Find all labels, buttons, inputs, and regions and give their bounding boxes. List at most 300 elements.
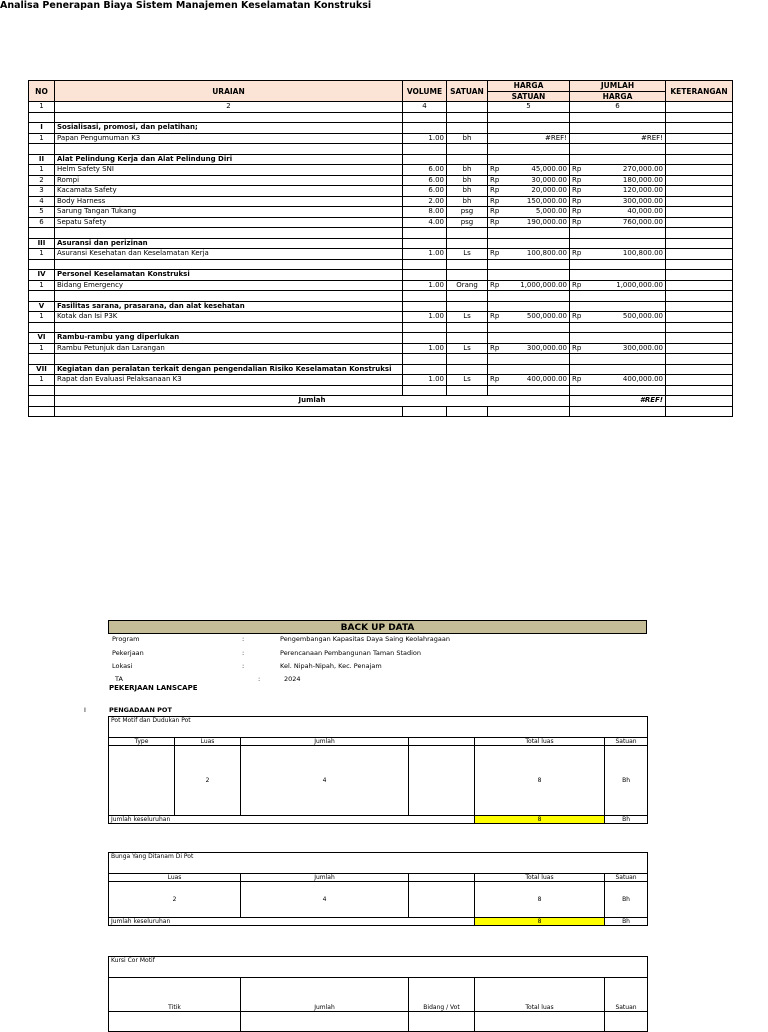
data-cell [409,882,475,918]
item-harga-value: 30,000.00 [531,175,567,184]
item-unit: bh [447,133,488,144]
backup-title: BACK UP DATA [108,620,647,634]
item-volume: 6.00 [403,175,447,186]
item-jumlah [570,217,666,228]
item-keterangan [666,175,733,186]
item-jumlah [570,196,666,207]
item-name: Sepatu Safety [55,217,403,228]
blank-cell [666,228,733,239]
item-jumlah [570,186,666,197]
total-label: Jumlah [55,396,570,407]
item-row [29,343,733,354]
header-volume: VOLUME [403,81,447,102]
header-satuan: SATUAN [447,81,488,102]
item-no: 2 [29,175,55,186]
item-volume: 1.00 [403,249,447,260]
blank-cell [570,322,666,333]
item-volume: 1.00 [403,312,447,323]
item-jumlah-value: 1,000,000.00 [616,280,663,289]
header-cell [409,874,475,882]
info-separator: : [258,675,261,683]
item-name: Sarung Tangan Tukang [55,207,403,218]
flower-table-footer [109,918,648,926]
item-harga [488,196,570,207]
info-label: Lokasi [112,662,133,670]
item-harga [488,375,570,386]
item-jumlah-value: 760,000.00 [622,217,663,226]
blank-cell [488,406,570,417]
currency-label: Rp [490,207,500,216]
work-title: PEKERJAAN LANSCAPE [109,684,198,692]
item-row [29,207,733,218]
item-harga-value: 5,000.00 [535,207,567,216]
item-name: Kotak dan Isi P3K [55,312,403,323]
item-no: 6 [29,217,55,228]
info-separator: : [242,649,245,657]
item-jumlah [570,249,666,260]
data-cell [109,746,175,816]
currency-label: Rp [572,280,582,289]
blank-cell [403,144,447,155]
blank-cell [666,144,733,155]
blank-row [29,112,733,123]
total-value: #REF! [570,396,666,407]
blank-cell [488,270,570,281]
item-unit: Orang [447,280,488,291]
item-harga-value: 45,000.00 [531,165,567,174]
blank-cell [666,154,733,165]
blank-cell [403,154,447,165]
item-name: Rapat dan Evaluasi Pelaksanaan K3 [55,375,403,386]
blank-cell [666,406,733,417]
item-jumlah [570,375,666,386]
blank-row [29,144,733,155]
item-keterangan [666,375,733,386]
item-no: 1 [29,249,55,260]
blank-row [29,385,733,396]
currency-label: Rp [490,186,500,195]
item-no: 4 [29,196,55,207]
flower-footer-value: 8 [475,918,605,926]
blank-cell [488,301,570,312]
data-cell: 2 [175,746,241,816]
blank-cell [488,385,570,396]
info-value: Pengembangan Kapasitas Daya Saing Keolahragaan [280,635,451,643]
sub-title: PENGADAAN POT [109,706,172,714]
blank-cell [447,154,488,165]
blank-cell [55,112,403,123]
blank-cell [447,123,488,134]
blank-cell [570,301,666,312]
item-no: 1 [29,133,55,144]
blank-row [29,259,733,270]
header-cell: Total luas [475,978,605,1012]
blank-cell [447,385,488,396]
item-volume: 6.00 [403,165,447,176]
blank-row [29,291,733,302]
chair-table-caption: Kursi Cor Motif [109,957,648,978]
item-keterangan [666,133,733,144]
blank-cell [403,238,447,249]
item-no: 1 [29,343,55,354]
blank-cell [29,322,55,333]
blank-cell [403,333,447,344]
item-jumlah-value: 300,000.00 [622,343,663,352]
blank-cell [29,385,55,396]
item-row [29,165,733,176]
item-harga [488,165,570,176]
data-cell: 4 [241,746,409,816]
header-cell: Luas [175,738,241,746]
item-jumlah-value: 500,000.00 [622,312,663,321]
section-row [29,270,733,281]
info-label: Program [112,635,140,643]
item-unit: Ls [447,249,488,260]
item-harga-value: 300,000.00 [526,343,567,352]
colnum-no: 1 [29,102,55,113]
item-harga-value: 1,000,000.00 [520,280,567,289]
blank-cell [570,228,666,239]
item-no: 3 [29,186,55,197]
blank-cell [447,112,488,123]
item-row [29,133,733,144]
section-number: IV [29,270,55,281]
header-cell: Jumlah [241,738,409,746]
currency-label: Rp [572,375,582,384]
item-harga-value: 500,000.00 [526,312,567,321]
item-keterangan [666,165,733,176]
item-jumlah-value: 180,000.00 [622,175,663,184]
blank-cell [570,364,666,375]
item-harga-value: 190,000.00 [526,217,567,226]
blank-cell [403,228,447,239]
item-unit: Ls [447,343,488,354]
header-cell: Type [109,738,175,746]
section-title: Fasilitas sarana, prasarana, dan alat kesehatan [55,301,403,312]
colnum-jumlah: 6 [570,102,666,113]
pot-table-caption: Pot Motif dan Dudukan Pot [109,717,648,738]
header-harga: HARGA [488,81,570,92]
section-row [29,333,733,344]
blank-cell [488,259,570,270]
blank-cell [447,259,488,270]
item-harga-value: 100,800.00 [526,249,567,258]
flower-table [108,852,648,926]
header-jumlah-harga: HARGA [570,91,666,102]
blank-cell [666,270,733,281]
cost-table-body [29,102,733,417]
item-harga [488,217,570,228]
cost-table [28,80,733,417]
currency-label: Rp [572,249,582,258]
currency-label: Rp [572,312,582,321]
blank-row [29,228,733,239]
blank-cell [403,270,447,281]
item-row [29,375,733,386]
blank-cell [488,228,570,239]
header-cell: Jumlah [241,978,409,1012]
item-keterangan [666,343,733,354]
pot-table-header [109,738,648,746]
blank-cell [447,406,488,417]
item-no: 1 [29,312,55,323]
header-cell: Jumlah [241,874,409,882]
item-no: 1 [29,375,55,386]
section-number: VII [29,364,55,375]
header-cell: Total luas [475,738,605,746]
blank-cell [666,238,733,249]
blank-cell [488,154,570,165]
data-cell [409,746,475,816]
item-unit: bh [447,186,488,197]
item-harga [488,343,570,354]
section-number: I [29,123,55,134]
pot-table-row [109,746,648,816]
item-row [29,280,733,291]
blank-cell [55,259,403,270]
item-unit: bh [447,196,488,207]
data-cell: 2 [109,882,241,918]
item-row [29,249,733,260]
item-name: Papan Pengumuman K3 [55,133,403,144]
chair-table-row [109,1012,648,1032]
item-volume: 1.00 [403,280,447,291]
header-cell: Bidang / Vot [409,978,475,1012]
section-row [29,154,733,165]
info-value: Kel. Nipah-Nipah, Kec. Penajam [280,662,382,670]
blank-cell [570,406,666,417]
flower-table-caption: Bunga Yang Ditanam Di Pot [109,853,648,874]
blank-cell [447,228,488,239]
item-harga [488,280,570,291]
item-jumlah-value: 120,000.00 [622,186,663,195]
item-name: Asuransi Kesehatan dan Keselamatan Kerja [55,249,403,260]
blank-cell [403,259,447,270]
item-unit: bh [447,165,488,176]
item-unit: Ls [447,312,488,323]
blank-cell [570,144,666,155]
blank-cell [403,322,447,333]
blank-row [29,406,733,417]
item-jumlah [570,175,666,186]
currency-label: Rp [490,375,500,384]
blank-cell [666,364,733,375]
data-cell: 8 [475,882,605,918]
item-jumlah [570,312,666,323]
blank-cell [488,364,570,375]
blank-cell [666,259,733,270]
item-keterangan [666,207,733,218]
item-unit: Ls [447,375,488,386]
flower-footer-unit: Bh [605,918,648,926]
currency-label: Rp [572,207,582,216]
blank-cell [403,123,447,134]
section-title: Alat Pelindung Kerja dan Alat Pelindung Diri [55,154,403,165]
blank-row [29,354,733,365]
column-number-row [29,102,733,113]
blank-cell [488,144,570,155]
blank-cell [666,354,733,365]
blank-cell [570,270,666,281]
blank-cell [447,270,488,281]
info-separator: : [242,662,245,670]
item-keterangan [666,249,733,260]
section-row [29,238,733,249]
colnum-ket [666,102,733,113]
blank-cell [55,291,403,302]
currency-label: Rp [572,175,582,184]
blank-cell [488,123,570,134]
item-harga-value: 150,000.00 [526,196,567,205]
blank-cell [666,123,733,134]
blank-cell [447,354,488,365]
section-number: III [29,238,55,249]
pot-table-footer [109,816,648,824]
blank-cell [666,322,733,333]
info-value: 2024 [284,675,301,683]
item-keterangan [666,217,733,228]
blank-row [29,322,733,333]
item-jumlah [570,133,666,144]
blank-cell [570,354,666,365]
item-jumlah-value: 400,000.00 [622,375,663,384]
item-unit: psg [447,207,488,218]
blank-cell [570,154,666,165]
item-harga-value: 400,000.00 [526,375,567,384]
item-row [29,186,733,197]
item-volume: 2.00 [403,196,447,207]
blank-cell [570,333,666,344]
blank-cell [29,354,55,365]
item-no: 1 [29,165,55,176]
blank-cell [55,144,403,155]
section-number: II [29,154,55,165]
data-cell: Bh [605,882,648,918]
header-cell: Satuan [605,738,648,746]
section-row [29,123,733,134]
item-harga [488,186,570,197]
info-separator: : [242,635,245,643]
info-label: TA [115,675,123,683]
item-keterangan [666,186,733,197]
header-harga-satuan: SATUAN [488,91,570,102]
blank-cell [666,291,733,302]
blank-cell [666,333,733,344]
currency-label: Rp [490,217,500,226]
blank-cell [488,112,570,123]
currency-label: Rp [572,217,582,226]
pot-footer-value: 8 [475,816,605,824]
item-harga [488,312,570,323]
blank-cell [29,291,55,302]
data-cell: 8 [475,746,605,816]
header-cell: Luas [109,874,241,882]
currency-label: Rp [490,312,500,321]
pot-footer-unit: Bh [605,816,648,824]
item-name: Rambu Petunjuk dan Larangan [55,343,403,354]
section-number: VI [29,333,55,344]
header-cell: Satuan [605,874,648,882]
section-title: Asuransi dan perizinan [55,238,403,249]
item-volume: 6.00 [403,186,447,197]
blank-cell [403,385,447,396]
item-volume: 1.00 [403,133,447,144]
item-name: Bidang Emergency [55,280,403,291]
item-jumlah-value: #REF! [641,133,663,142]
blank-cell [403,112,447,123]
header-cell: Total luas [475,874,605,882]
blank-cell [570,238,666,249]
flower-footer-label: Jumlah keseluruhan [109,918,475,926]
currency-label: Rp [572,165,582,174]
item-harga [488,175,570,186]
section-title: Kegiatan dan peralatan terkait dengan pengendalian Risiko Keselamatan Konstruksi [55,364,403,375]
item-jumlah [570,165,666,176]
item-unit: psg [447,217,488,228]
blank-cell [29,259,55,270]
item-harga-value: 20,000.00 [531,186,567,195]
section-number: V [29,301,55,312]
pot-table [108,716,648,824]
blank-cell [488,354,570,365]
blank-cell [447,364,488,375]
header-uraian: URAIAN [55,81,403,102]
item-name: Rompi [55,175,403,186]
colnum-uraian: 2 [55,102,403,113]
item-jumlah [570,207,666,218]
colnum-volume: 4 [403,102,447,113]
item-unit: bh [447,175,488,186]
blank-cell [29,396,55,407]
section-title: Personel Keselamatan Konstruksi [55,270,403,281]
blank-cell [447,322,488,333]
blank-cell [570,259,666,270]
item-harga-value: #REF! [545,133,567,142]
blank-cell [488,291,570,302]
item-jumlah [570,280,666,291]
section-row [29,364,733,375]
item-jumlah-value: 270,000.00 [622,165,663,174]
blank-cell [666,112,733,123]
blank-cell [666,385,733,396]
page-title: Analisa Penerapan Biaya Sistem Manajemen Keselamatan Konstruksi [0,0,372,11]
item-harga [488,249,570,260]
item-jumlah-value: 300,000.00 [622,196,663,205]
colnum-satuan [447,102,488,113]
item-name: Kacamata Safety [55,186,403,197]
blank-cell [55,406,403,417]
blank-cell [447,144,488,155]
blank-cell [55,385,403,396]
currency-label: Rp [490,196,500,205]
item-row [29,217,733,228]
item-row [29,175,733,186]
blank-cell [666,396,733,407]
blank-cell [488,238,570,249]
flower-table-header [109,874,648,882]
item-no: 5 [29,207,55,218]
currency-label: Rp [490,343,500,352]
blank-cell [570,112,666,123]
item-keterangan [666,312,733,323]
chair-table-header [109,978,648,1012]
currency-label: Rp [490,249,500,258]
blank-cell [403,354,447,365]
item-no: 1 [29,280,55,291]
item-harga [488,133,570,144]
blank-cell [666,301,733,312]
blank-cell [55,322,403,333]
